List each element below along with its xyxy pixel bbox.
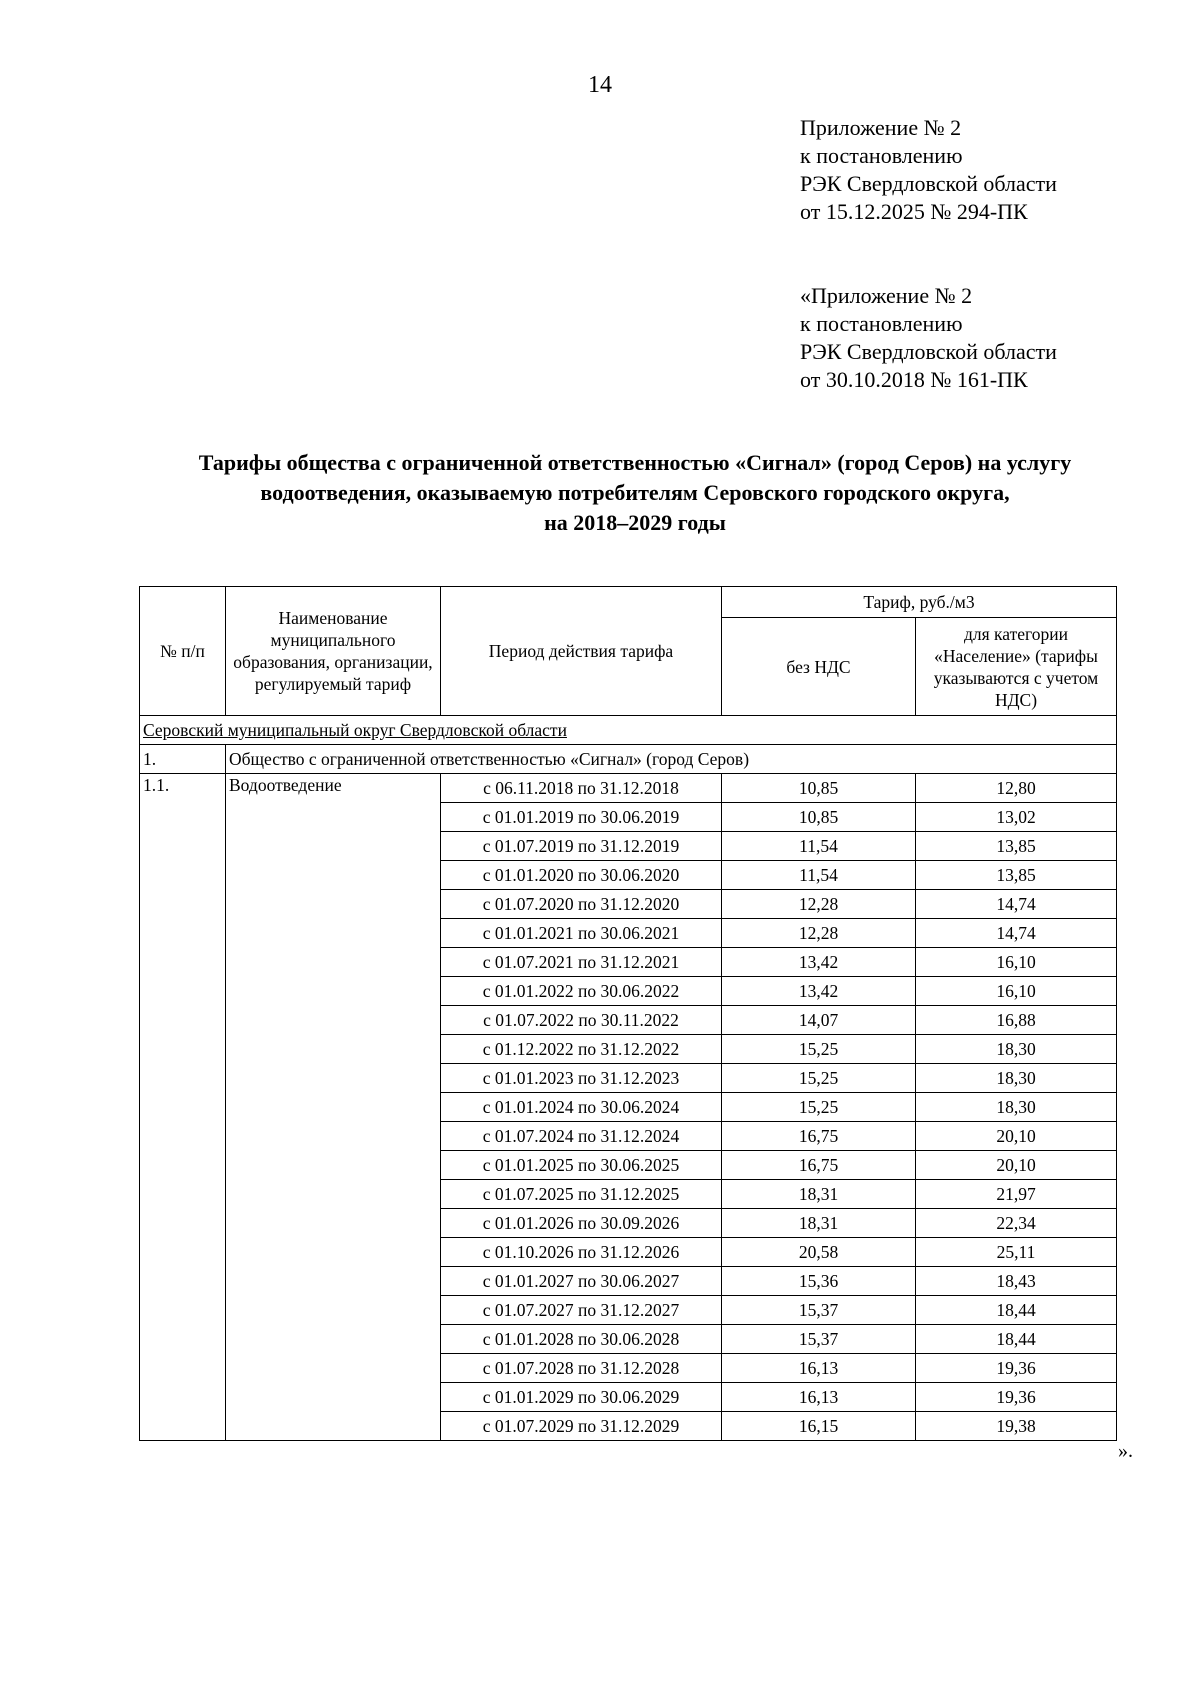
period-cell: с 01.07.2022 по 30.11.2022 (441, 1006, 722, 1035)
appendix-line: к постановлению (800, 311, 963, 336)
tariff-population-cell: 25,11 (916, 1238, 1117, 1267)
period-cell: с 01.12.2022 по 31.12.2022 (441, 1035, 722, 1064)
appendix-line: к постановлению (800, 143, 963, 168)
header-period: Период действия тарифа (441, 587, 722, 716)
tariff-no-vat-cell: 15,36 (722, 1267, 916, 1296)
tariff-no-vat-cell: 15,37 (722, 1296, 916, 1325)
tariff-population-cell: 13,85 (916, 861, 1117, 890)
period-cell: с 01.01.2024 по 30.06.2024 (441, 1093, 722, 1122)
header-name: Наименование муниципального образования, организации, регулируемый тариф (226, 587, 441, 716)
tariff-no-vat-cell: 10,85 (722, 774, 916, 803)
appendix-line: Приложение № 2 (800, 115, 962, 140)
title-line: водоотведения, оказываемую потребителям Серовского городского округа, (260, 480, 1010, 505)
tariff-no-vat-cell: 12,28 (722, 890, 916, 919)
period-cell: с 01.01.2028 по 30.06.2028 (441, 1325, 722, 1354)
period-cell: с 01.01.2020 по 30.06.2020 (441, 861, 722, 890)
tariff-no-vat-cell: 18,31 (722, 1180, 916, 1209)
period-cell: с 01.01.2025 по 30.06.2025 (441, 1151, 722, 1180)
tariff-no-vat-cell: 11,54 (722, 861, 916, 890)
tariff-population-cell: 14,74 (916, 890, 1117, 919)
tariff-no-vat-cell: 16,15 (722, 1412, 916, 1441)
period-cell: с 01.01.2027 по 30.06.2027 (441, 1267, 722, 1296)
page-number: 14 (588, 72, 612, 98)
header-tariff: Тариф, руб./м3 (722, 587, 1117, 618)
period-cell: с 01.07.2020 по 31.12.2020 (441, 890, 722, 919)
tariff-population-cell: 19,36 (916, 1383, 1117, 1412)
period-cell: с 01.07.2019 по 31.12.2019 (441, 832, 722, 861)
tariff-no-vat-cell: 10,85 (722, 803, 916, 832)
period-cell: с 01.07.2025 по 31.12.2025 (441, 1180, 722, 1209)
tariff-population-cell: 16,10 (916, 977, 1117, 1006)
tariff-population-cell: 18,44 (916, 1325, 1117, 1354)
period-cell: с 01.01.2026 по 30.09.2026 (441, 1209, 722, 1238)
period-cell: с 01.01.2022 по 30.06.2022 (441, 977, 722, 1006)
period-cell: с 01.07.2021 по 31.12.2021 (441, 948, 722, 977)
tariff-population-cell: 20,10 (916, 1151, 1117, 1180)
appendix-reference-original (800, 282, 1057, 394)
tariff-population-cell: 18,44 (916, 1296, 1117, 1325)
header-num: № п/п (140, 587, 226, 716)
table-row (140, 774, 1117, 803)
service-number: 1.1. (140, 774, 226, 1441)
org-name: Общество с ограниченной ответственностью «Сигнал» (город Серов) (226, 745, 1117, 774)
tariff-no-vat-cell: 13,42 (722, 977, 916, 1006)
tariff-population-cell: 13,02 (916, 803, 1117, 832)
tariff-population-cell: 18,43 (916, 1267, 1117, 1296)
region-name: Серовский муниципальный округ Свердловской области (140, 716, 1117, 745)
period-cell: с 06.11.2018 по 31.12.2018 (441, 774, 722, 803)
period-cell: с 01.07.2028 по 31.12.2028 (441, 1354, 722, 1383)
period-cell: с 01.07.2029 по 31.12.2029 (441, 1412, 722, 1441)
tariff-no-vat-cell: 13,42 (722, 948, 916, 977)
tariff-population-cell: 16,88 (916, 1006, 1117, 1035)
period-cell: с 01.01.2023 по 31.12.2023 (441, 1064, 722, 1093)
header-population: для категории «Население» (тарифы указываются с учетом НДС) (916, 618, 1117, 716)
header-no-vat: без НДС (722, 618, 916, 716)
tariff-no-vat-cell: 16,75 (722, 1151, 916, 1180)
appendix-line: от 15.12.2025 № 294-ПК (800, 199, 1028, 224)
tariff-population-cell: 12,80 (916, 774, 1117, 803)
tariff-no-vat-cell: 15,25 (722, 1093, 916, 1122)
tariff-population-cell: 16,10 (916, 948, 1117, 977)
appendix-line: РЭК Свердловской области (800, 339, 1057, 364)
tariff-no-vat-cell: 15,37 (722, 1325, 916, 1354)
period-cell: с 01.01.2021 по 30.06.2021 (441, 919, 722, 948)
appendix-line: «Приложение № 2 (800, 283, 973, 308)
tariff-no-vat-cell: 15,25 (722, 1064, 916, 1093)
service-name: Водоотведение (226, 774, 441, 1441)
tariff-no-vat-cell: 15,25 (722, 1035, 916, 1064)
region-row (140, 716, 1117, 745)
tariff-no-vat-cell: 12,28 (722, 919, 916, 948)
period-cell: с 01.01.2019 по 30.06.2019 (441, 803, 722, 832)
organization-row (140, 745, 1117, 774)
period-cell: с 01.10.2026 по 31.12.2026 (441, 1238, 722, 1267)
tariff-no-vat-cell: 16,75 (722, 1122, 916, 1151)
tariff-no-vat-cell: 14,07 (722, 1006, 916, 1035)
tariff-table (139, 586, 1117, 1441)
period-cell: с 01.07.2027 по 31.12.2027 (441, 1296, 722, 1325)
tariff-population-cell: 13,85 (916, 832, 1117, 861)
tariff-population-cell: 18,30 (916, 1093, 1117, 1122)
tariff-population-cell: 14,74 (916, 919, 1117, 948)
title-line: Тарифы общества с ограниченной ответственностью «Сигнал» (город Серов) на услугу (198, 450, 1072, 475)
appendix-line: РЭК Свердловской области (800, 171, 1057, 196)
document-title (140, 448, 1130, 538)
tariff-population-cell: 20,10 (916, 1122, 1117, 1151)
period-cell: с 01.01.2029 по 30.06.2029 (441, 1383, 722, 1412)
tariff-no-vat-cell: 20,58 (722, 1238, 916, 1267)
tariff-population-cell: 19,36 (916, 1354, 1117, 1383)
period-cell: с 01.07.2024 по 31.12.2024 (441, 1122, 722, 1151)
appendix-reference-new (800, 114, 1057, 226)
tariff-population-cell: 19,38 (916, 1412, 1117, 1441)
tariff-population-cell: 18,30 (916, 1064, 1117, 1093)
appendix-line: от 30.10.2018 № 161-ПК (800, 367, 1028, 392)
tariff-no-vat-cell: 11,54 (722, 832, 916, 861)
tariff-no-vat-cell: 16,13 (722, 1383, 916, 1412)
closing-quote: ». (1118, 1440, 1133, 1462)
tariff-population-cell: 21,97 (916, 1180, 1117, 1209)
title-line: на 2018–2029 годы (544, 510, 726, 535)
tariff-population-cell: 18,30 (916, 1035, 1117, 1064)
tariff-population-cell: 22,34 (916, 1209, 1117, 1238)
org-number: 1. (140, 745, 226, 774)
tariff-no-vat-cell: 18,31 (722, 1209, 916, 1238)
tariff-no-vat-cell: 16,13 (722, 1354, 916, 1383)
